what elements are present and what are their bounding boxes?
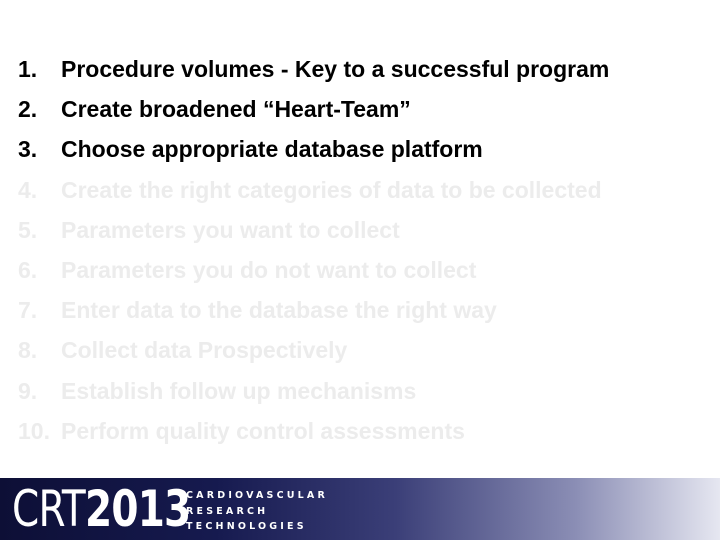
list-item [18, 290, 609, 330]
list-item [18, 210, 609, 250]
logo-year: 2013 [84, 480, 191, 538]
logo-subtitle [186, 488, 328, 535]
item-text: Choose appropriate database platform [61, 136, 483, 163]
item-number: 1. [18, 56, 38, 82]
list-item [18, 411, 609, 451]
item-text: Parameters you want to collect [61, 216, 400, 243]
logo-prefix: CRT [12, 480, 85, 538]
item-text: Enter data to the database the right way [61, 297, 497, 324]
list-item [18, 89, 609, 129]
item-text: Establish follow up mechanisms [61, 377, 417, 404]
item-number: 10. [18, 417, 50, 444]
agenda-list [18, 49, 609, 451]
list-item [18, 371, 609, 411]
crt-logo [12, 480, 190, 538]
item-number: 5. [18, 216, 38, 243]
item-text: Create broadened “Heart-Team” [61, 96, 411, 123]
item-number: 3. [18, 136, 38, 163]
logo-subtitle-line: TECHNOLOGIES [186, 521, 307, 532]
item-number: 8. [18, 337, 38, 364]
item-text: Parameters you do not want to collect [61, 256, 477, 283]
list-item [18, 49, 609, 89]
item-text: Perform quality control assessments [61, 417, 465, 444]
list-item [18, 170, 609, 210]
item-number: 9. [18, 377, 38, 404]
logo-subtitle-line: RESEARCH [186, 505, 269, 517]
item-text: Create the right categories of data to be collected [61, 176, 602, 203]
footer-banner [0, 478, 720, 540]
item-text: Procedure volumes - Key to a successful program [61, 56, 610, 82]
logo-subtitle-line: CARDIOVASCULAR [186, 490, 328, 501]
item-number: 2. [18, 96, 38, 123]
item-number: 7. [18, 297, 38, 324]
item-number: 6. [18, 256, 38, 283]
list-item [18, 250, 609, 290]
list-item [18, 129, 609, 169]
list-item [18, 330, 609, 370]
item-number: 4. [18, 176, 38, 203]
item-text: Collect data Prospectively [61, 337, 348, 364]
